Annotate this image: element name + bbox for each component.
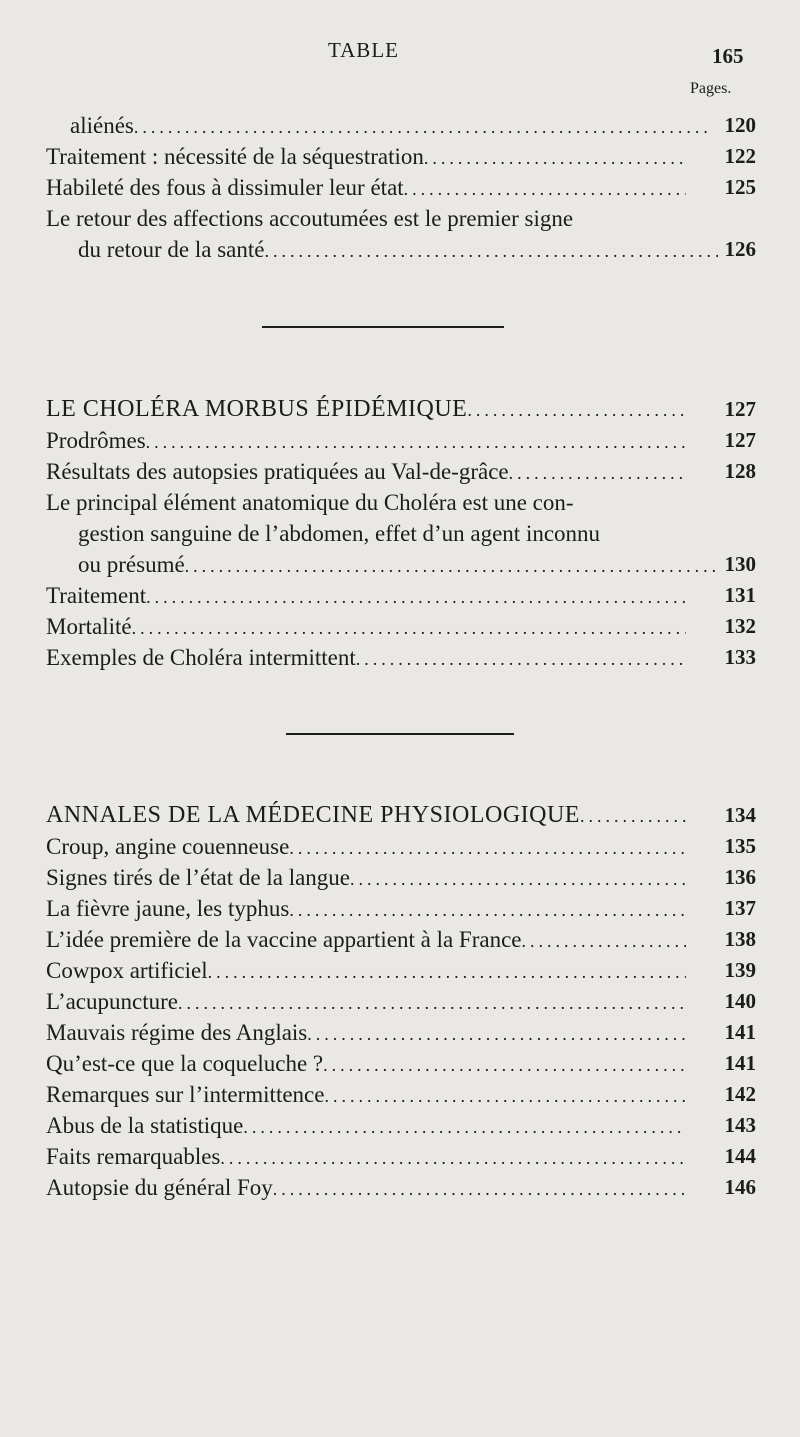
toc-entry (46, 611, 756, 642)
running-head (0, 38, 800, 68)
toc-entry (46, 924, 756, 955)
leader-dots (146, 582, 686, 613)
toc-entry-page: 127 (724, 428, 756, 452)
toc-entry (46, 831, 756, 862)
toc-section-heading (46, 800, 756, 831)
leader-dots (243, 1112, 686, 1143)
toc-entry-text: Prodrômes (46, 428, 146, 453)
toc-entry (46, 1048, 756, 1079)
section-heading-text: ANNALES DE LA MÉDECINE PHYSIOLOGIQUE (46, 802, 580, 828)
toc-entry-text: Le retour des affections accoutumées est le premier signe (46, 206, 574, 231)
toc-entry (46, 862, 756, 893)
toc-entry-text: Cowpox artificiel (46, 958, 208, 983)
section-heading-text: LE CHOLÉRA MORBUS ÉPIDÉMIQUE (46, 396, 468, 422)
toc-section-heading (46, 394, 756, 425)
toc-entry (46, 425, 756, 456)
leader-dots (146, 427, 686, 458)
toc-section-2 (46, 394, 756, 673)
toc-entry-page: 143 (724, 1113, 756, 1137)
toc-entry-page: 122 (724, 144, 756, 168)
toc-entry (46, 172, 756, 203)
leader-dots (580, 801, 686, 832)
toc-entry-text: Exemples de Choléra intermittent (46, 645, 356, 670)
toc-entry-text: Qu’est-ce que la coqueluche ? (46, 1051, 324, 1076)
leader-dots (350, 864, 686, 895)
toc-entry-text: L’idée première de la vaccine appartient à la France (46, 927, 522, 952)
toc-entry-text: Mauvais régime des Anglais (46, 1020, 308, 1045)
leader-dots (132, 613, 686, 644)
toc-entry-page: 139 (724, 958, 756, 982)
toc-entry-page: 146 (724, 1175, 756, 1199)
toc-section-3 (46, 800, 756, 1203)
leader-dots (324, 1081, 686, 1112)
toc-entry (46, 487, 756, 580)
leader-dots (289, 895, 686, 926)
toc-entry-page: 120 (724, 113, 756, 137)
toc-entry-page: 133 (724, 645, 756, 669)
toc-entry-text: Traitement : nécessité de la séquestration (46, 144, 424, 169)
toc-entry-text: Autopsie du général Foy (46, 1175, 273, 1200)
toc-entry-text: Remarques sur l’intermittence (46, 1082, 325, 1107)
page-number: 165 (712, 44, 744, 68)
leader-dots (289, 833, 686, 864)
toc-entry-page: 135 (724, 834, 756, 858)
leader-dots (356, 644, 686, 675)
toc-entry-page: 138 (724, 927, 756, 951)
leader-dots (522, 926, 687, 957)
toc-entry-page: 128 (724, 459, 756, 483)
section-heading-page: 134 (724, 803, 756, 827)
toc-entry-page: 131 (724, 583, 756, 607)
toc-entry (46, 893, 756, 924)
toc-entry-page: 141 (724, 1020, 756, 1044)
toc-entry (46, 1110, 756, 1141)
toc-entry (46, 1017, 756, 1048)
toc-entry-text-continued: ou présumé (78, 552, 185, 577)
leader-dots (208, 957, 686, 988)
toc-entry-text: L’acupuncture (46, 989, 178, 1014)
toc-entry-text-continued: gestion sanguine de l’abdomen, effet d’un agent inconnu (78, 521, 601, 546)
toc-entry-text: Habileté des fous à dissimuler leur état (46, 175, 404, 200)
toc-entry (46, 986, 756, 1017)
toc-entry-text: Traitement (46, 583, 147, 608)
toc-entry-text: Résultats des autopsies pratiquées au Val-de-grâce (46, 459, 509, 484)
leader-dots (404, 174, 686, 205)
toc-entry (46, 1172, 756, 1203)
leader-dots (307, 1019, 686, 1050)
toc-entry-page: 141 (724, 1051, 756, 1075)
toc-section-1 (46, 110, 756, 265)
toc-entry-page: 140 (724, 989, 756, 1013)
toc-entry-page: 144 (724, 1144, 756, 1168)
toc-entry (46, 1141, 756, 1172)
leader-dots (467, 395, 686, 426)
toc-entry-page: 136 (724, 865, 756, 889)
toc-entry-page: 132 (724, 614, 756, 638)
leader-dots (134, 112, 710, 143)
pages-column-label: Pages. (690, 80, 732, 97)
leader-dots (220, 1143, 686, 1174)
toc-entry-text: Croup, angine couenneuse (46, 834, 290, 859)
toc-entry-text: Mortalité (46, 614, 132, 639)
toc-entry (46, 580, 756, 611)
toc-entry-text: Le principal élément anatomique du Choléra est une con- (46, 490, 574, 515)
toc-entry (46, 141, 756, 172)
toc-entry (46, 456, 756, 487)
toc-entry (46, 1079, 756, 1110)
toc-entry (46, 955, 756, 986)
section-divider (286, 733, 514, 735)
leader-dots (509, 458, 686, 489)
toc-entry-page: 137 (724, 896, 756, 920)
toc-entry-text: aliénés (70, 113, 134, 138)
toc-entry-text: Faits remarquables (46, 1144, 221, 1169)
toc-entry-page: 126 (724, 237, 756, 261)
leader-dots (178, 988, 686, 1019)
leader-dots (185, 551, 718, 582)
leader-dots (264, 236, 718, 267)
leader-dots (273, 1174, 686, 1205)
leader-dots (323, 1050, 686, 1081)
toc-entry-page: 142 (724, 1082, 756, 1106)
toc-entry-page: 130 (724, 552, 756, 576)
leader-dots (424, 143, 686, 174)
toc-entry-text-continued: du retour de la santé (78, 237, 265, 262)
section-divider (262, 326, 504, 328)
toc-entry-text: Signes tirés de l’état de la langue (46, 865, 351, 890)
running-title: TABLE (328, 38, 399, 62)
toc-entry-text: Abus de la statistique (46, 1113, 244, 1138)
toc-entry (46, 642, 756, 673)
toc-entry-text: La fièvre jaune, les typhus (46, 896, 290, 921)
toc-entry (46, 203, 756, 265)
toc-entry (46, 110, 756, 141)
section-heading-page: 127 (724, 397, 756, 421)
toc-entry-page: 125 (724, 175, 756, 199)
